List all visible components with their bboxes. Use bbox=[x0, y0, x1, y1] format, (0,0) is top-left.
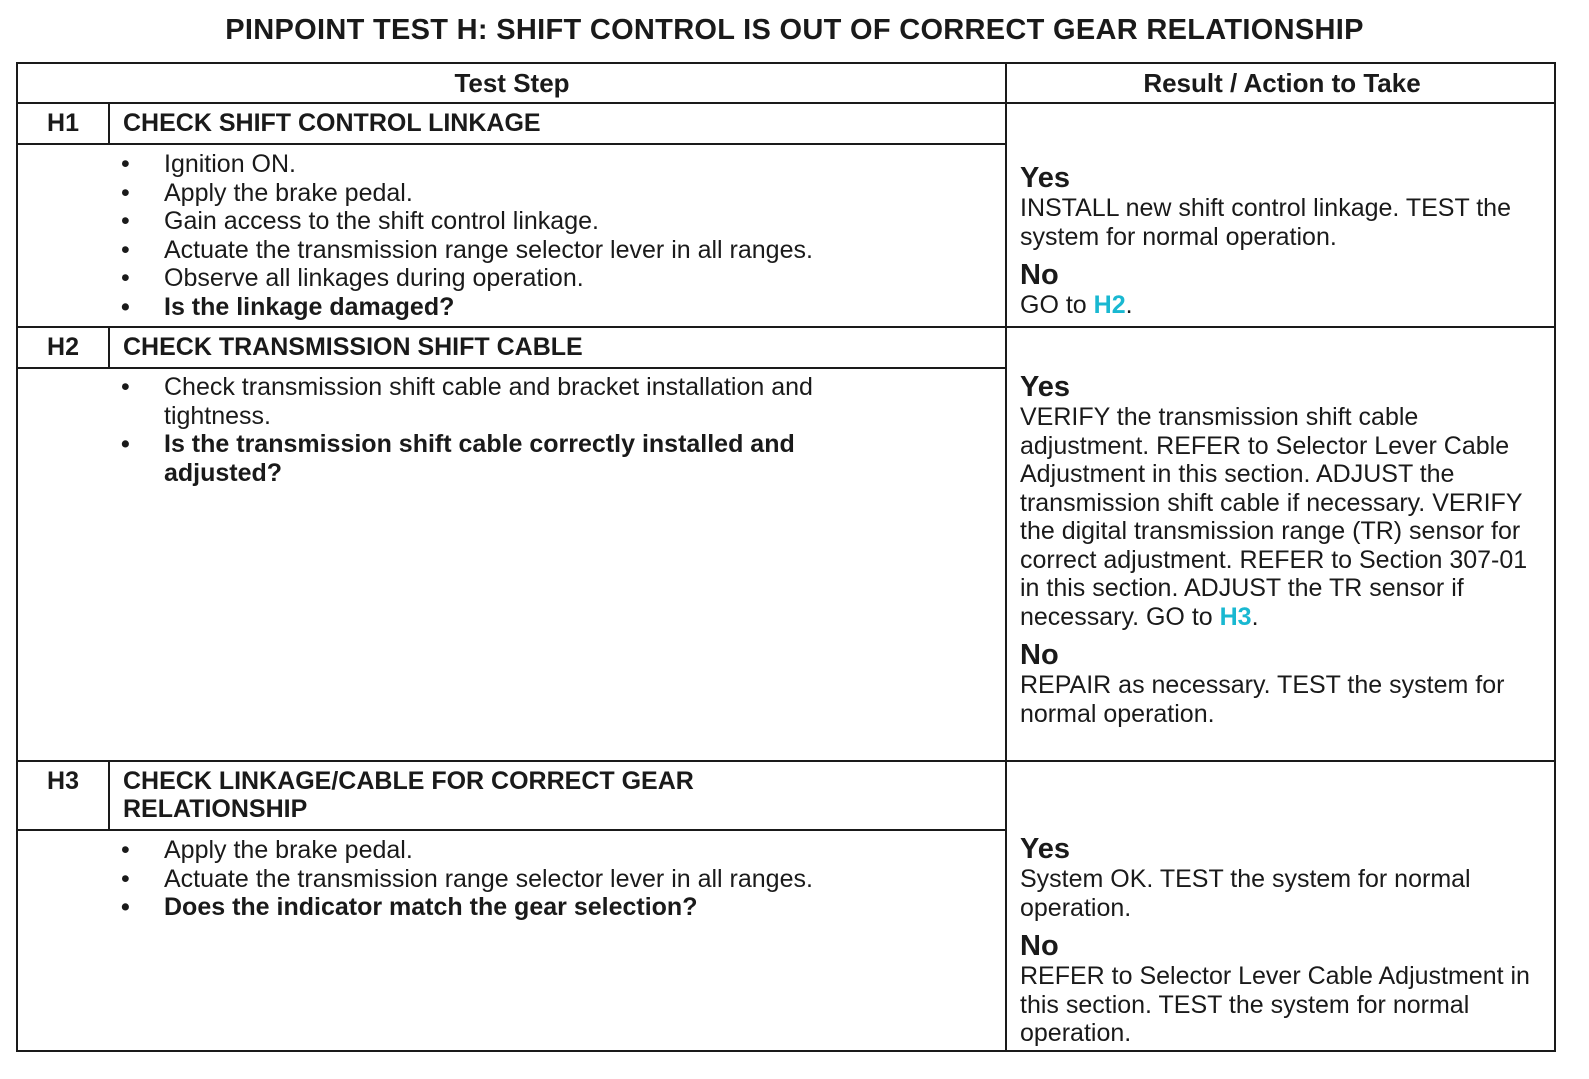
step-bullets-h2 bbox=[118, 373, 888, 487]
header-divider bbox=[18, 102, 1556, 104]
link-h2[interactable]: H2 bbox=[1093, 291, 1126, 319]
pinpoint-test-table bbox=[16, 62, 1556, 1052]
no-action: REFER to Selector Lever Cable Adjustment in this section. TEST the system for normal operation. bbox=[1020, 962, 1530, 1047]
h2-id-divider bbox=[108, 326, 110, 367]
bullet-item: • Apply the brake pedal. bbox=[118, 179, 888, 208]
bullet-item: • Observe all linkages during operation. bbox=[118, 264, 888, 293]
no-action: REPAIR as necessary. TEST the system for normal operation. bbox=[1020, 671, 1505, 728]
step-question: • Is the transmission shift cable correctly installed and adjusted? bbox=[118, 430, 888, 487]
column-divider bbox=[1005, 64, 1007, 1052]
step-id-h3: H3 bbox=[47, 767, 79, 795]
h1-title-divider bbox=[18, 143, 1006, 145]
no-label: No bbox=[1020, 930, 1059, 962]
h3-title-divider bbox=[18, 829, 1006, 831]
step-bullets-h3 bbox=[118, 836, 888, 922]
bullet-item: • Actuate the transmission range selector lever in all ranges. bbox=[118, 236, 888, 265]
result-h3 bbox=[1020, 833, 1540, 1056]
step-title-h2: CHECK TRANSMISSION SHIFT CABLE bbox=[123, 333, 583, 361]
step-title-h1: CHECK SHIFT CONTROL LINKAGE bbox=[123, 109, 541, 137]
yes-action: VERIFY the transmission shift cable adjustment. REFER to Selector Lever Cable Adjustment in this section. ADJUST the transmission shift cable if necessary. VERIFY the digital transmission range (TR) sensor for correct adjustment. REFER to Section 307-01 in this section. ADJUST the TR sensor if necessary. GO to H3. bbox=[1020, 403, 1528, 631]
bullet-item: • Ignition ON. bbox=[118, 150, 888, 179]
h2-row-divider bbox=[18, 760, 1556, 762]
bullet-item: • Gain access to the shift control linkage. bbox=[118, 207, 888, 236]
step-question: • Is the linkage damaged? bbox=[118, 293, 888, 322]
h2-title-divider bbox=[18, 367, 1006, 369]
bullet-item: • Apply the brake pedal. bbox=[118, 836, 888, 865]
step-id-h1: H1 bbox=[47, 109, 79, 137]
yes-action: System OK. TEST the system for normal operation. bbox=[1020, 865, 1471, 922]
column-header-result: Result / Action to Take bbox=[1143, 68, 1421, 98]
bullet-item: • Actuate the transmission range selector lever in all ranges. bbox=[118, 865, 888, 894]
step-bullets-h1 bbox=[118, 150, 888, 321]
column-header-test-step: Test Step bbox=[454, 68, 570, 98]
link-h3[interactable]: H3 bbox=[1219, 602, 1252, 631]
no-label: No bbox=[1020, 639, 1059, 671]
page-title: PINPOINT TEST H: SHIFT CONTROL IS OUT OF CORRECT GEAR RELATIONSHIP bbox=[225, 14, 1364, 46]
yes-label: Yes bbox=[1020, 833, 1070, 865]
no-label: No bbox=[1020, 259, 1059, 291]
result-h1 bbox=[1020, 162, 1540, 328]
step-id-h2: H2 bbox=[47, 333, 79, 361]
no-action: GO to H2. bbox=[1020, 291, 1133, 319]
bullet-item: • Check transmission shift cable and bracket installation and tightness. bbox=[118, 373, 888, 430]
yes-label: Yes bbox=[1020, 371, 1070, 403]
yes-label: Yes bbox=[1020, 162, 1070, 194]
step-question: • Does the indicator match the gear selection? bbox=[118, 893, 888, 922]
yes-action: INSTALL new shift control linkage. TEST the system for normal operation. bbox=[1020, 194, 1511, 251]
h3-id-divider bbox=[108, 760, 110, 829]
result-h2 bbox=[1020, 371, 1540, 736]
h1-id-divider bbox=[108, 102, 110, 143]
step-title-h3: CHECK LINKAGE/CABLE FOR CORRECT GEAR RELATIONSHIP bbox=[123, 767, 694, 823]
